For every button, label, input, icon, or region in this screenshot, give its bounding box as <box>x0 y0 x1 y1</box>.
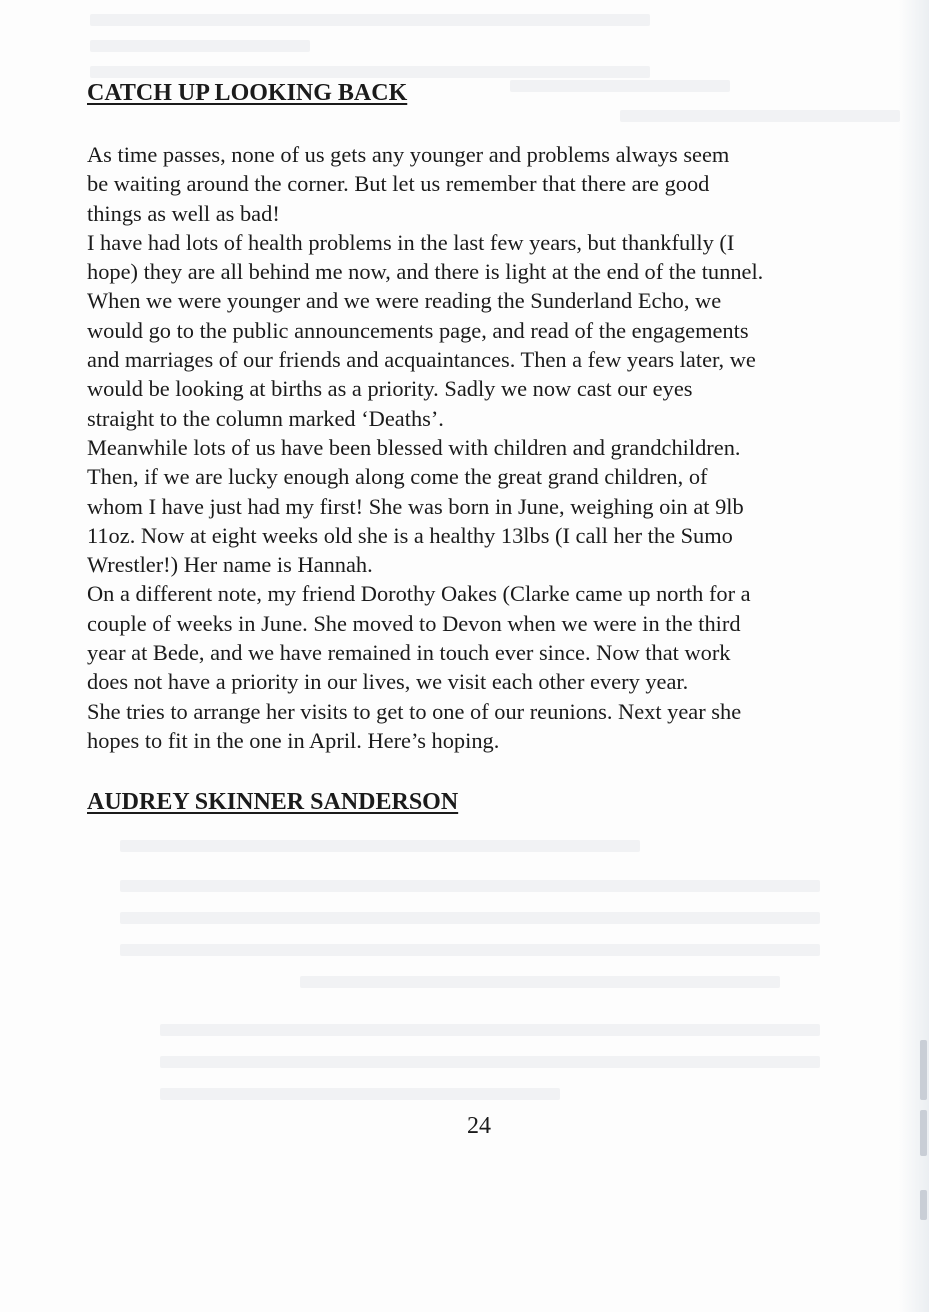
bleed-through-mark <box>90 14 650 26</box>
bleed-through-mark <box>620 110 900 122</box>
bleed-through-mark <box>120 880 820 892</box>
bleed-through-mark <box>120 840 640 852</box>
body-line: straight to the column marked ‘Deaths’. <box>87 405 444 431</box>
bleed-through-mark <box>90 66 650 78</box>
body-line: be waiting around the corner. But let us remember that there are good <box>87 171 710 197</box>
body-line: whom I have just had my first! She was born in June, weighing oin at 9lb <box>87 493 744 519</box>
body-line: When we were younger and we were reading the Sunderland Echo, we <box>87 288 722 314</box>
body-line: As time passes, none of us gets any younger and problems always seem <box>87 142 730 167</box>
article-title: CATCH UP LOOKING BACK <box>87 80 408 106</box>
scan-edge-mark <box>920 1040 927 1100</box>
body-line: Then, if we are lucky enough along come the great grand children, of <box>87 464 708 490</box>
bleed-through-mark <box>160 1088 560 1100</box>
body-line: would go to the public announcements page, and read of the engagements <box>87 317 749 343</box>
bleed-through-mark <box>90 40 310 52</box>
author-name: AUDREY SKINNER SANDERSON <box>87 789 459 815</box>
page-number: 24 <box>467 1113 491 1139</box>
scan-edge-mark <box>920 1190 927 1220</box>
bleed-through-mark <box>120 912 820 924</box>
body-line: I have had lots of health problems in the last few years, but thankfully (I <box>87 229 735 255</box>
bleed-through-mark <box>120 944 820 956</box>
article-body <box>87 140 847 755</box>
body-line: She tries to arrange her visits to get to one of our reunions. Next year she <box>87 698 742 724</box>
bleed-through-mark <box>160 1024 820 1036</box>
body-line: things as well as bad! <box>87 200 280 226</box>
body-line: hopes to fit in the one in April. Here’s hoping. <box>87 727 500 753</box>
bleed-through-mark <box>300 976 780 988</box>
body-line: hope) they are all behind me now, and there is light at the end of the tunnel. <box>87 259 764 285</box>
body-line: couple of weeks in June. She moved to Devon when we were in the third <box>87 610 741 636</box>
body-line: 11oz. Now at eight weeks old she is a healthy 13lbs (I call her the Sumo <box>87 522 733 548</box>
bleed-through-mark <box>510 80 730 92</box>
body-line: does not have a priority in our lives, we visit each other every year. <box>87 669 689 695</box>
body-line: would be looking at births as a priority. Sadly we now cast our eyes <box>87 376 693 402</box>
body-line: Meanwhile lots of us have been blessed with children and grandchildren. <box>87 434 741 460</box>
body-line: year at Bede, and we have remained in touch ever since. Now that work <box>87 640 731 666</box>
body-line: and marriages of our friends and acquaintances. Then a few years later, we <box>87 347 756 373</box>
bleed-through-mark <box>160 1056 820 1068</box>
body-line: Wrestler!) Her name is Hannah. <box>87 552 373 578</box>
body-line: On a different note, my friend Dorothy Oakes (Clarke came up north for a <box>87 581 751 607</box>
